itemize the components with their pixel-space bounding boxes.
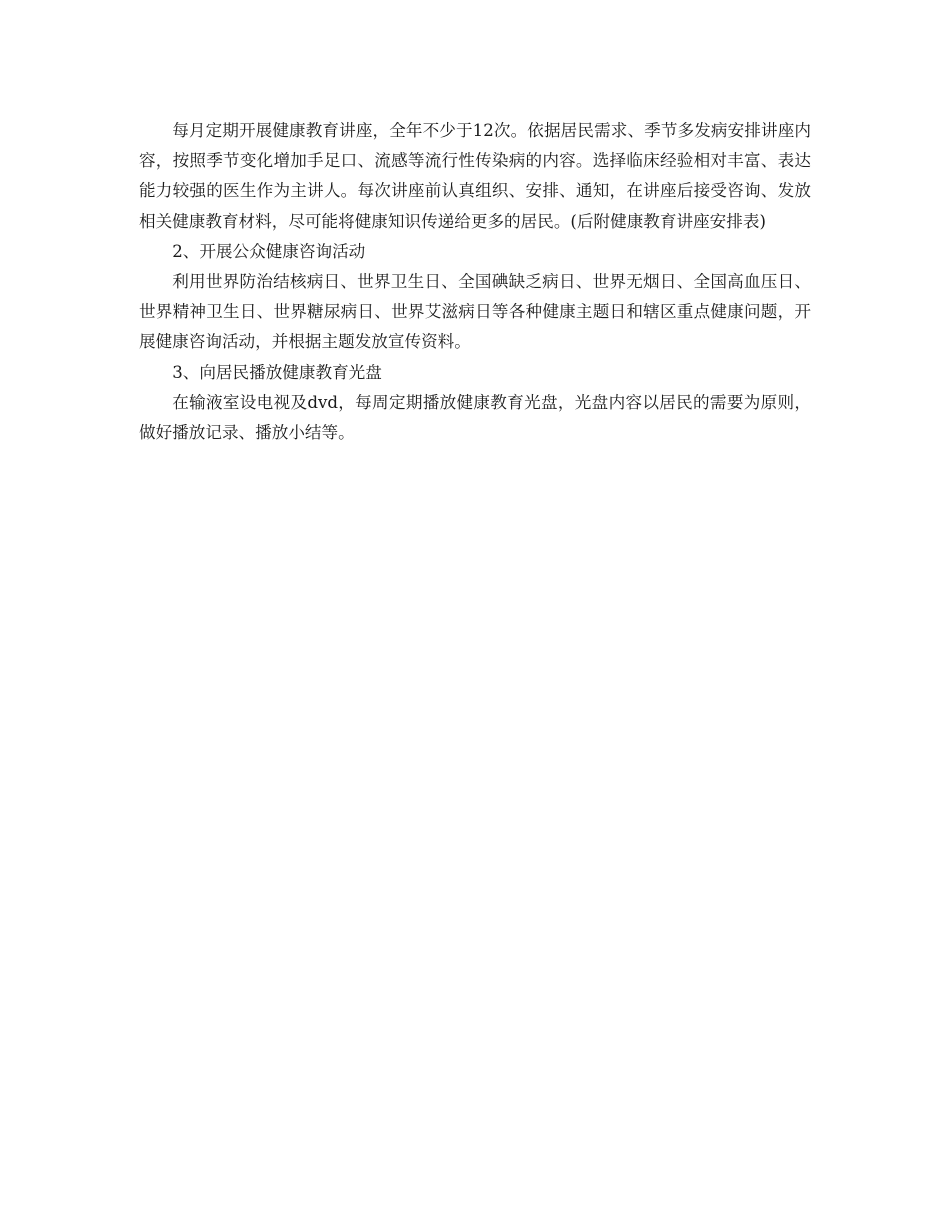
- section-heading-dvd: 3、向居民播放健康教育光盘: [172, 362, 382, 382]
- document-body: [139, 116, 811, 448]
- paragraph-consultation: 利用世界防治结核病日、世界卫生日、全国碘缺乏病日、世界无烟日、全国高血压日、世界精神卫生日、世界糖尿病日、世界艾滋病日等各种健康主题日和辖区重点健康问题，开展健康咨询活动，并根据主题发放宣传资料。: [139, 272, 811, 352]
- paragraph-dvd: 在输液室设电视及dvd，每周定期播放健康教育光盘，光盘内容以居民的需要为原则，做好播放记录、播放小结等。: [139, 392, 811, 443]
- section-heading-consultation: 2、开展公众健康咨询活动: [172, 241, 366, 261]
- paragraph-lectures: 每月定期开展健康教育讲座，全年不少于12次。依据居民需求、季节多发病安排讲座内容，按照季节变化增加手足口、流感等流行性传染病的内容。选择临床经验相对丰富、表达能力较强的医生作为主讲人。每次讲座前认真组织、安排、通知，在讲座后接受咨询、发放相关健康教育材料，尽可能将健康知识传递给更多的居民。(后附健康教育讲座安排表): [139, 121, 811, 231]
